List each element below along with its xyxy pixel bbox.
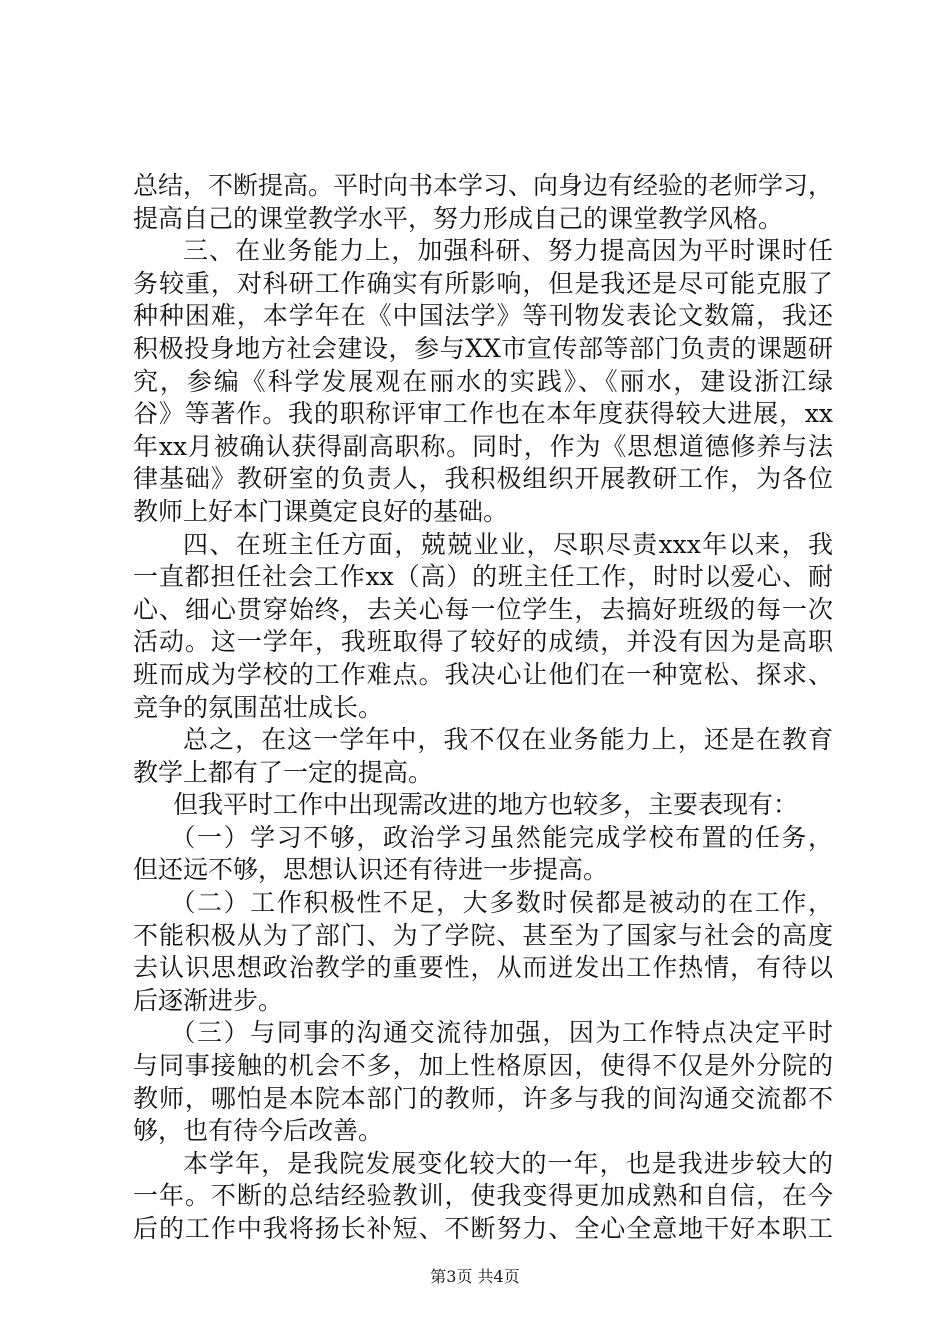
- text-line: 四、在班主任方面，兢兢业业，尽职尽责xxx年以来，我: [183, 529, 833, 559]
- text-line: 教师，哪怕是本院本部门的教师，许多与我的间沟通交流都不: [133, 1083, 833, 1113]
- text-line: 去认识思想政治教学的重要性，从而迸发出工作热情，有待以: [133, 953, 833, 983]
- text-line: 但还远不够，思想认识还有待进一步提高。: [133, 855, 609, 885]
- text-line: 总之，在这一学年中，我不仅在业务能力上，还是在教育: [183, 725, 833, 755]
- text-line: 年xx月被确认获得副高职称。同时，作为《思想道德修养与法: [133, 431, 833, 461]
- text-line: （三）与同事的沟通交流待加强，因为工作特点决定平时: [170, 1018, 833, 1048]
- text-line: 不能积极从为了部门、为了学院、甚至为了国家与社会的高度: [133, 920, 833, 950]
- text-line: 教学上都有了一定的提高。: [133, 757, 434, 787]
- document-body: [133, 170, 833, 1246]
- text-line: 务较重，对科研工作确实有所影响，但是我还是尽可能克服了: [133, 268, 833, 298]
- text-line: 班而成为学校的工作难点。我决心让他们在一种宽松、探求、: [133, 659, 833, 689]
- text-line: 竞争的氛围茁壮成长。: [133, 692, 384, 722]
- text-line: 律基础》教研室的负责人，我积极组织开展教研工作，为各位: [133, 464, 833, 494]
- text-line: 总结，不断提高。平时向书本学习、向身边有经验的老师学习，: [133, 171, 834, 200]
- text-line: 后的工作中我将扬长补短、不断努力、全心全意地干好本职工: [133, 1214, 833, 1243]
- text-line: 谷》等著作。我的职称评审工作也在本年度获得较大进展，xx: [133, 399, 833, 429]
- text-line: 积极投身地方社会建设，参与XX市宣传部等部门负责的课题研: [133, 333, 833, 363]
- text-line: 教师上好本门课奠定良好的基础。: [133, 496, 509, 526]
- page-footer: 第3页 共4页: [430, 1267, 520, 1286]
- text-line: 后逐渐进步。: [133, 985, 284, 1015]
- text-line: 一直都担任社会工作xx（高）的班主任工作，时时以爱心、耐: [133, 562, 833, 592]
- text-line: （一）学习不够，政治学习虽然能完成学校布置的任务，: [170, 822, 833, 852]
- text-line: 究，参编《科学发展观在丽水的实践》、《丽水，建设浙江绿: [133, 366, 833, 396]
- text-line: 但我平时工作中出现需改进的地方也较多，主要表现有：: [173, 790, 799, 820]
- text-line: 活动。这一学年，我班取得了较好的成绩，并没有因为是高职: [133, 627, 833, 657]
- text-line: 一年。不断的总结经验教训，使我变得更加成熟和自信，在今: [133, 1181, 833, 1211]
- text-line: 够，也有待今后改善。: [133, 1116, 384, 1146]
- text-line: 提高自己的课堂教学水平，努力形成自己的课堂教学风格。: [133, 203, 784, 233]
- text-line: 三、在业务能力上，加强科研、努力提高因为平时课时任: [183, 236, 833, 266]
- text-line: 心、细心贯穿始终，去关心每一位学生，去搞好班级的每一次: [133, 594, 833, 624]
- text-line: 与同事接触的机会不多，加上性格原因，使得不仅是外分院的: [133, 1051, 833, 1081]
- text-line: 种种困难，本学年在《中国法学》等刊物发表论文数篇，我还: [133, 301, 833, 331]
- text-line: （二）工作积极性不足，大多数时侯都是被动的在工作，: [170, 888, 833, 918]
- text-line: 本学年，是我院发展变化较大的一年，也是我进步较大的: [183, 1148, 833, 1178]
